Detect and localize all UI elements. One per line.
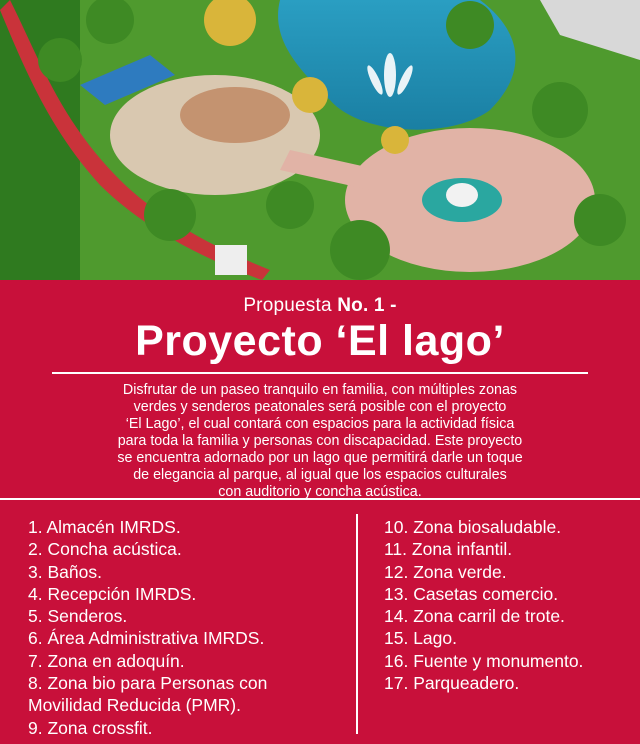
subtitle-number: No. 1 -	[337, 295, 397, 316]
list-item: 6. Área Administrativa IMRDS.	[28, 628, 265, 649]
section-divider	[0, 498, 640, 500]
column-divider	[356, 514, 358, 734]
list-item: 1. Almacén IMRDS.	[28, 517, 181, 537]
park-render-illustration	[0, 0, 640, 280]
subtitle-prefix: Propuesta	[243, 295, 338, 316]
proposal-subtitle	[0, 294, 640, 318]
list-item: Movilidad Reducida (PMR).	[28, 695, 241, 716]
zones-list-right	[384, 516, 640, 694]
list-item: 9. Zona crossfit.	[28, 717, 153, 738]
project-description	[60, 382, 580, 501]
list-item: 17. Parqueadero.	[384, 673, 520, 694]
list-item: 12. Zona verde.	[384, 561, 507, 582]
description-line: Disfrutar de un paseo tranquilo en familia, con múltiples zonas	[122, 382, 518, 398]
description-line: de elegancia al parque, al igual que los espacios culturales	[133, 467, 507, 483]
description-line: con auditorio y concha acústica.	[218, 484, 422, 500]
description-line: ‘El Lago’, el cual contará con espacios para la actividad física	[125, 416, 515, 432]
description-line: se encuentra adornado por un lago que permitirá darle un toque	[117, 450, 523, 466]
list-item: 2. Concha acústica.	[28, 539, 182, 560]
description-line: para toda la familia y personas con discapacidad. Este proyecto	[117, 433, 523, 449]
title-divider	[52, 372, 588, 374]
list-item: 14. Zona carril de trote.	[384, 606, 565, 627]
zones-list-left	[28, 516, 348, 739]
list-item: 3. Baños.	[28, 561, 102, 582]
list-item: 5. Senderos.	[28, 606, 128, 627]
list-item: 10. Zona biosaludable.	[384, 517, 562, 537]
page-title: Proyecto ‘El lago’	[135, 317, 505, 365]
list-item: 13. Casetas comercio.	[384, 583, 559, 604]
park-aerial-render	[0, 0, 640, 280]
list-item: 7. Zona en adoquín.	[28, 650, 185, 671]
list-item: 11. Zona infantil.	[384, 539, 513, 560]
info-panel	[0, 280, 640, 744]
list-item: 16. Fuente y monumento.	[384, 650, 584, 671]
list-item: 8. Zona bio para Personas con	[28, 673, 268, 694]
description-line: verdes y senderos peatonales será posible con el proyecto	[133, 399, 507, 415]
list-item: 15. Lago.	[384, 628, 457, 649]
list-item: 4. Recepción IMRDS.	[28, 583, 197, 604]
